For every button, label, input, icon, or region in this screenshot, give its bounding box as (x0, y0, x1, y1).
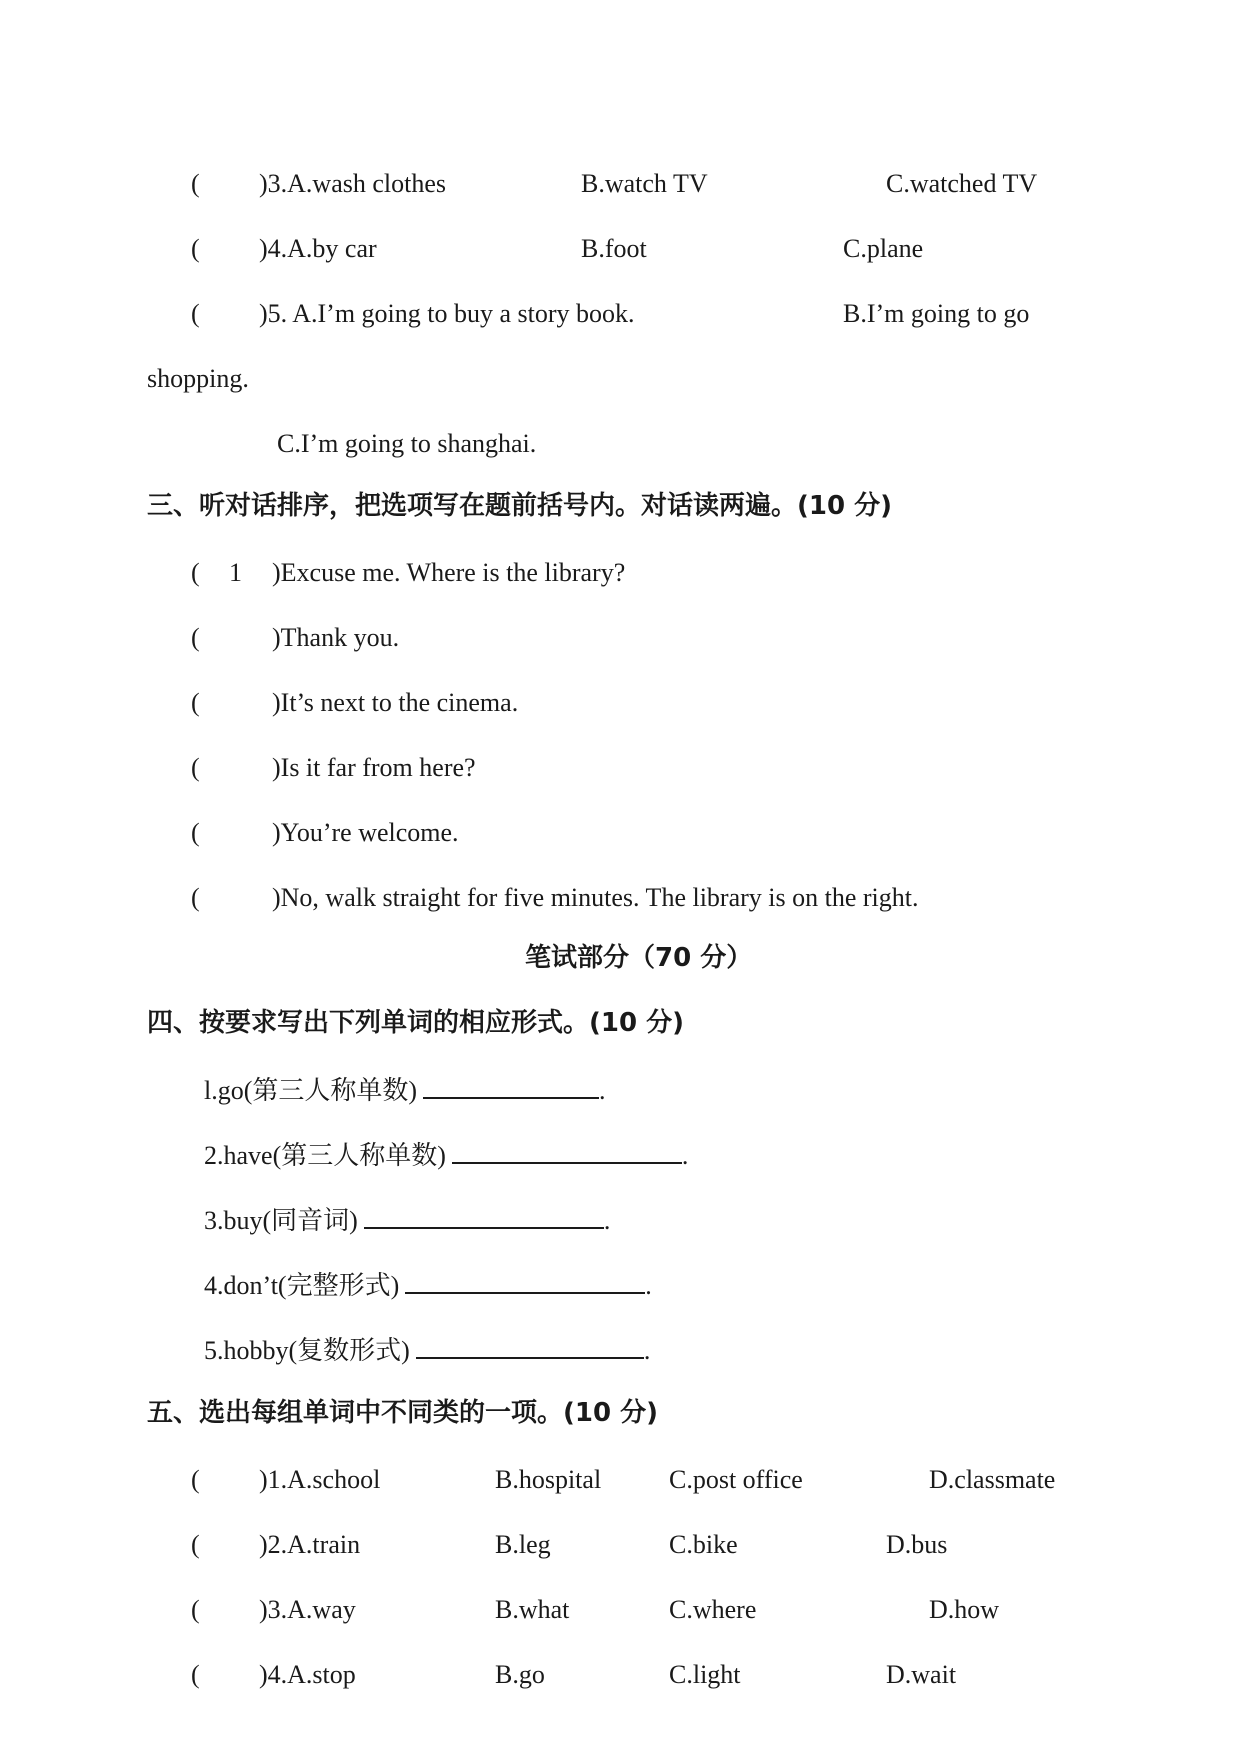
q3-paren: ( (191, 169, 200, 198)
section4-title: 四、按要求写出下列单词的相应形式。(10 分) (147, 1008, 684, 1038)
section5-item-2-d: D.bus (886, 1530, 948, 1559)
section5-item-3-d: D.how (929, 1595, 1000, 1624)
section4-item-4 (204, 1268, 652, 1303)
q3-option-b: B.watch TV (581, 169, 708, 198)
section3-item-1-paren: ( (191, 558, 200, 587)
section4-item-5-end: . (643, 1336, 651, 1365)
section4-item-2 (204, 1138, 688, 1173)
section4-item-1-text: l.go(第三人称单数) (204, 1076, 418, 1105)
section5-item-3-paren: ( (191, 1595, 200, 1624)
section3-item-3-paren: ( (191, 688, 200, 717)
written-part-title: 笔试部分（70 分） (525, 943, 753, 973)
section4-item-2-text: 2.have(第三人称单数) (204, 1141, 446, 1170)
q5-option-c: C.I’m going to shanghai. (277, 429, 537, 458)
section3-item-2-paren: ( (191, 623, 200, 652)
section4-item-5 (204, 1333, 650, 1368)
answer-blank[interactable] (405, 1268, 645, 1294)
answer-blank[interactable] (416, 1333, 644, 1359)
answer-blank[interactable] (452, 1138, 682, 1164)
q5-option-a: )5. A.I’m going to buy a story book. (259, 299, 635, 328)
section4-item-2-end: . (681, 1141, 689, 1170)
section5-item-2-c: C.bike (669, 1530, 738, 1559)
section3-item-6-paren: ( (191, 883, 200, 912)
section3-item-6-text: )No, walk straight for five minutes. The library is on the right. (272, 883, 919, 912)
section3-item-4-text: )Is it far from here? (272, 753, 476, 782)
section5-item-4-b: B.go (495, 1660, 545, 1689)
answer-blank[interactable] (423, 1073, 599, 1099)
q5-paren: ( (191, 299, 200, 328)
section5-item-3-a: )3.A.way (259, 1595, 356, 1624)
section5-item-3-c: C.where (669, 1595, 757, 1624)
section5-item-4-d: D.wait (886, 1660, 957, 1689)
section3-item-2-text: )Thank you. (272, 623, 400, 652)
q4-paren: ( (191, 234, 200, 263)
section4-item-1-end: . (599, 1076, 606, 1105)
section3-item-4-paren: ( (191, 753, 200, 782)
section4-item-3-text: 3.buy(同音词) (204, 1206, 358, 1235)
section3-item-1-text: )Excuse me. Where is the library? (272, 558, 626, 587)
section3-item-3-text: )It’s next to the cinema. (272, 688, 519, 717)
section4-item-3-end: . (603, 1206, 611, 1235)
section5-item-1-b: B.hospital (495, 1465, 602, 1494)
section5-item-2-paren: ( (191, 1530, 200, 1559)
section4-item-4-end: . (645, 1271, 652, 1300)
section4-item-3 (204, 1203, 610, 1238)
answer-blank[interactable] (364, 1203, 604, 1229)
section5-item-4-a: )4.A.stop (259, 1660, 356, 1689)
section5-item-1-c: C.post office (669, 1465, 803, 1494)
section4-item-1 (204, 1073, 606, 1108)
section5-item-1-a: )1.A.school (259, 1465, 381, 1494)
q5-option-b: B.I’m going to go (843, 299, 1030, 328)
section5-item-1-paren: ( (191, 1465, 200, 1494)
q4-option-b: B.foot (581, 234, 647, 263)
q3-option-c: C.watched TV (886, 169, 1038, 198)
section4-item-5-text: 5.hobby(复数形式) (204, 1336, 410, 1365)
section4-item-4-text: 4.don’t(完整形式) (204, 1271, 400, 1300)
q4-option-a: )4.A.by car (259, 234, 377, 263)
q5-option-b-continued: shopping. (147, 364, 249, 393)
q4-option-c: C.plane (843, 234, 924, 263)
section5-item-4-c: C.light (669, 1660, 741, 1689)
section3-item-5-text: )You’re welcome. (272, 818, 459, 847)
section5-item-3-b: B.what (495, 1595, 570, 1624)
section5-item-4-paren: ( (191, 1660, 200, 1689)
section5-title: 五、选出每组单词中不同类的一项。(10 分) (147, 1398, 658, 1428)
section5-item-1-d: D.classmate (929, 1465, 1056, 1494)
q3-option-a: )3.A.wash clothes (259, 169, 447, 198)
section5-item-2-a: )2.A.train (259, 1530, 361, 1559)
section3-title: 三、听对话排序，把选项写在题前括号内。对话读两遍。(10 分) (147, 491, 892, 521)
section3-item-1-answer: 1 (229, 558, 242, 587)
section5-item-2-b: B.leg (495, 1530, 551, 1559)
section3-item-5-paren: ( (191, 818, 200, 847)
